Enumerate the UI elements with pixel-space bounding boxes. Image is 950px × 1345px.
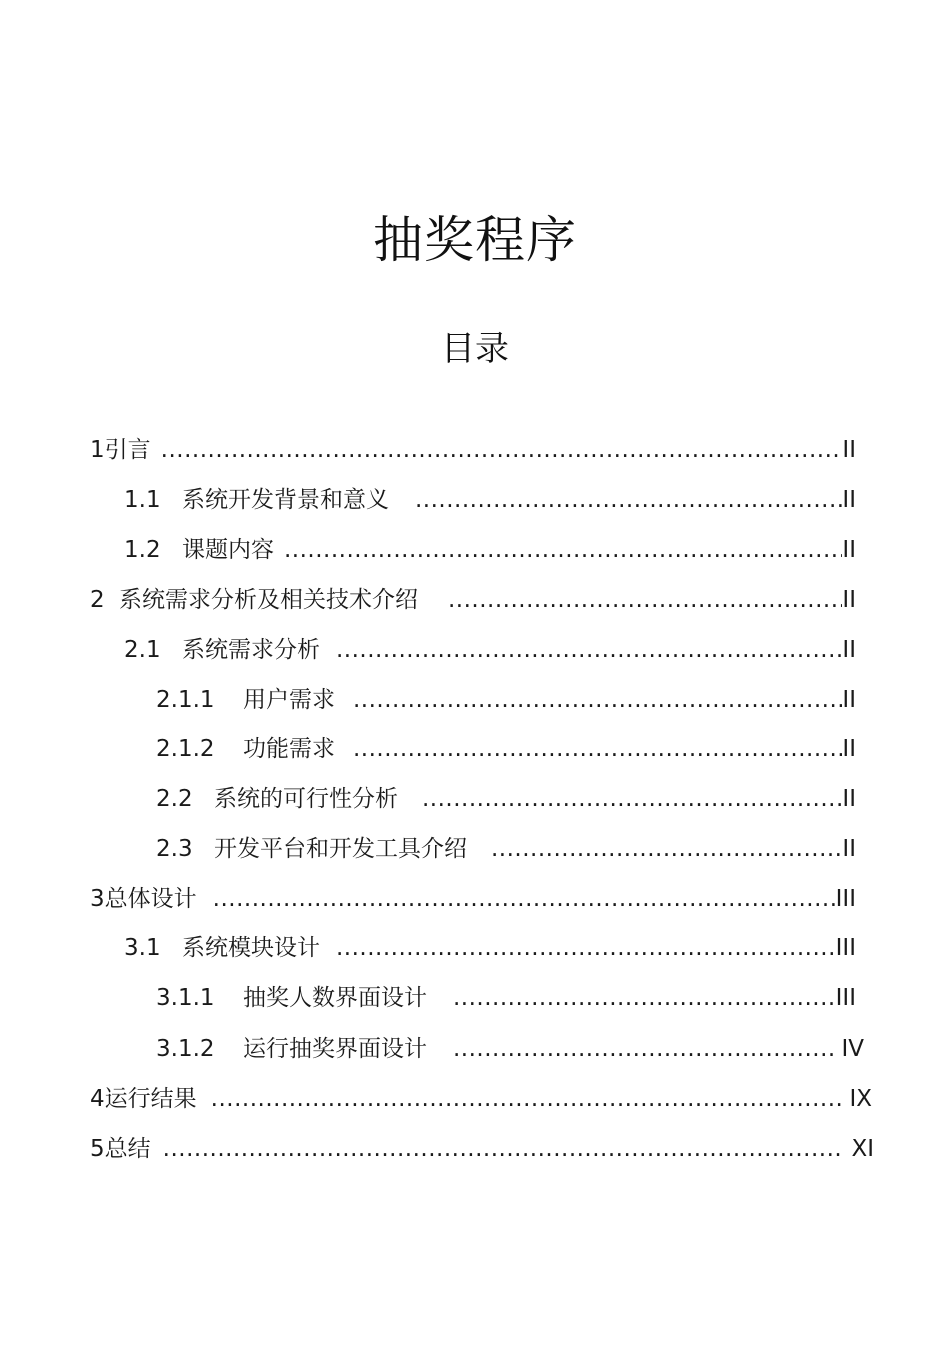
toc-entry-title: 系统模块设计	[182, 935, 320, 961]
toc-entry[interactable]	[124, 481, 856, 515]
toc-entry-page: II	[842, 736, 856, 762]
toc-leader-dots	[336, 635, 842, 665]
toc-entry[interactable]	[90, 880, 856, 914]
toc-entry-number: 2.2	[156, 786, 193, 812]
toc-leader-dots	[448, 585, 842, 615]
toc-entry-number: 1	[90, 437, 105, 463]
toc-entry-number: 2.1	[124, 637, 161, 663]
toc-entry-page: II	[842, 537, 856, 563]
toc-entry-title: 系统开发背景和意义	[182, 487, 389, 513]
toc-entry-page: II	[842, 836, 856, 862]
toc-entry-page: II	[842, 487, 856, 513]
toc-entry[interactable]	[90, 431, 856, 465]
toc-leader-dots	[422, 784, 842, 814]
toc-entry-title: 抽奖人数界面设计	[243, 985, 427, 1011]
toc-entry-number: 3	[90, 886, 105, 912]
toc-entry-title: 课题内容	[182, 537, 274, 563]
toc-entry[interactable]	[156, 979, 856, 1013]
toc-entry-title: 引言	[104, 437, 151, 463]
toc-entry-title: 功能需求	[243, 736, 335, 762]
toc-leader-dots	[453, 983, 836, 1013]
toc-entry[interactable]	[124, 631, 856, 665]
toc-entry[interactable]	[90, 1080, 872, 1114]
toc-entry[interactable]	[90, 1130, 874, 1164]
toc-entry-number: 1.2	[124, 537, 161, 563]
toc-entry-page: II	[842, 637, 856, 663]
toc-leader-dots	[336, 933, 836, 963]
toc-leader-dots	[491, 834, 842, 864]
toc-entry[interactable]	[156, 681, 856, 715]
toc-entry-number: 1.1	[124, 487, 161, 513]
toc-entry-title: 开发平台和开发工具介绍	[214, 836, 467, 862]
toc-leader-dots	[284, 535, 842, 565]
toc-entry-number: 2	[90, 587, 105, 613]
toc-entry-title: 用户需求	[243, 687, 335, 713]
toc-entry-title: 总结	[104, 1136, 151, 1162]
toc-entry-number: 5	[90, 1136, 105, 1162]
toc-entry-title: 系统需求分析及相关技术介绍	[119, 587, 418, 613]
toc-entry-page: III	[835, 985, 856, 1011]
toc-entry-title: 运行抽奖界面设计	[243, 1036, 427, 1062]
toc-entry-page: III	[835, 886, 856, 912]
toc-entry-page: II	[842, 786, 856, 812]
toc-leader-dots	[453, 1034, 835, 1064]
toc-entry-page: IV	[841, 1036, 864, 1062]
document-title: 抽奖程序	[373, 211, 577, 269]
toc-entry[interactable]	[124, 929, 856, 963]
toc-entry-title: 系统的可行性分析	[214, 786, 398, 812]
toc-leader-dots	[353, 734, 842, 764]
toc-entry-number: 3.1.1	[156, 985, 215, 1011]
toc-leader-dots	[163, 1134, 844, 1164]
toc-entry-title: 系统需求分析	[182, 637, 320, 663]
toc-entry-number: 2.3	[156, 836, 193, 862]
toc-leader-dots	[211, 1084, 842, 1114]
toc-entry[interactable]	[156, 780, 856, 814]
toc-leader-dots	[353, 685, 842, 715]
toc-entry-page: II	[842, 587, 856, 613]
toc-leader-dots	[213, 884, 836, 914]
toc-entry[interactable]	[90, 581, 856, 615]
toc-entry[interactable]	[156, 830, 856, 864]
toc-entry-page: XI	[851, 1136, 874, 1162]
toc-entry-title: 运行结果	[104, 1086, 197, 1112]
toc-entry-page: III	[835, 935, 856, 961]
toc-entry-page: II	[842, 687, 856, 713]
toc-heading: 目录	[441, 329, 509, 369]
toc-entry-page: IX	[849, 1086, 872, 1112]
toc-entry-number: 3.1	[124, 935, 161, 961]
toc-entry-title: 总体设计	[104, 886, 197, 912]
toc-entry-number: 2.1.1	[156, 687, 215, 713]
toc-entry[interactable]	[156, 730, 856, 764]
toc-entry-number: 3.1.2	[156, 1036, 215, 1062]
toc-entry-page: II	[842, 437, 856, 463]
toc-entry[interactable]	[156, 1030, 864, 1064]
toc-leader-dots	[161, 435, 843, 465]
toc-entry-number: 2.1.2	[156, 736, 215, 762]
toc-entry-number: 4	[90, 1086, 105, 1112]
toc-entry[interactable]	[124, 531, 856, 565]
toc-leader-dots	[415, 485, 842, 515]
